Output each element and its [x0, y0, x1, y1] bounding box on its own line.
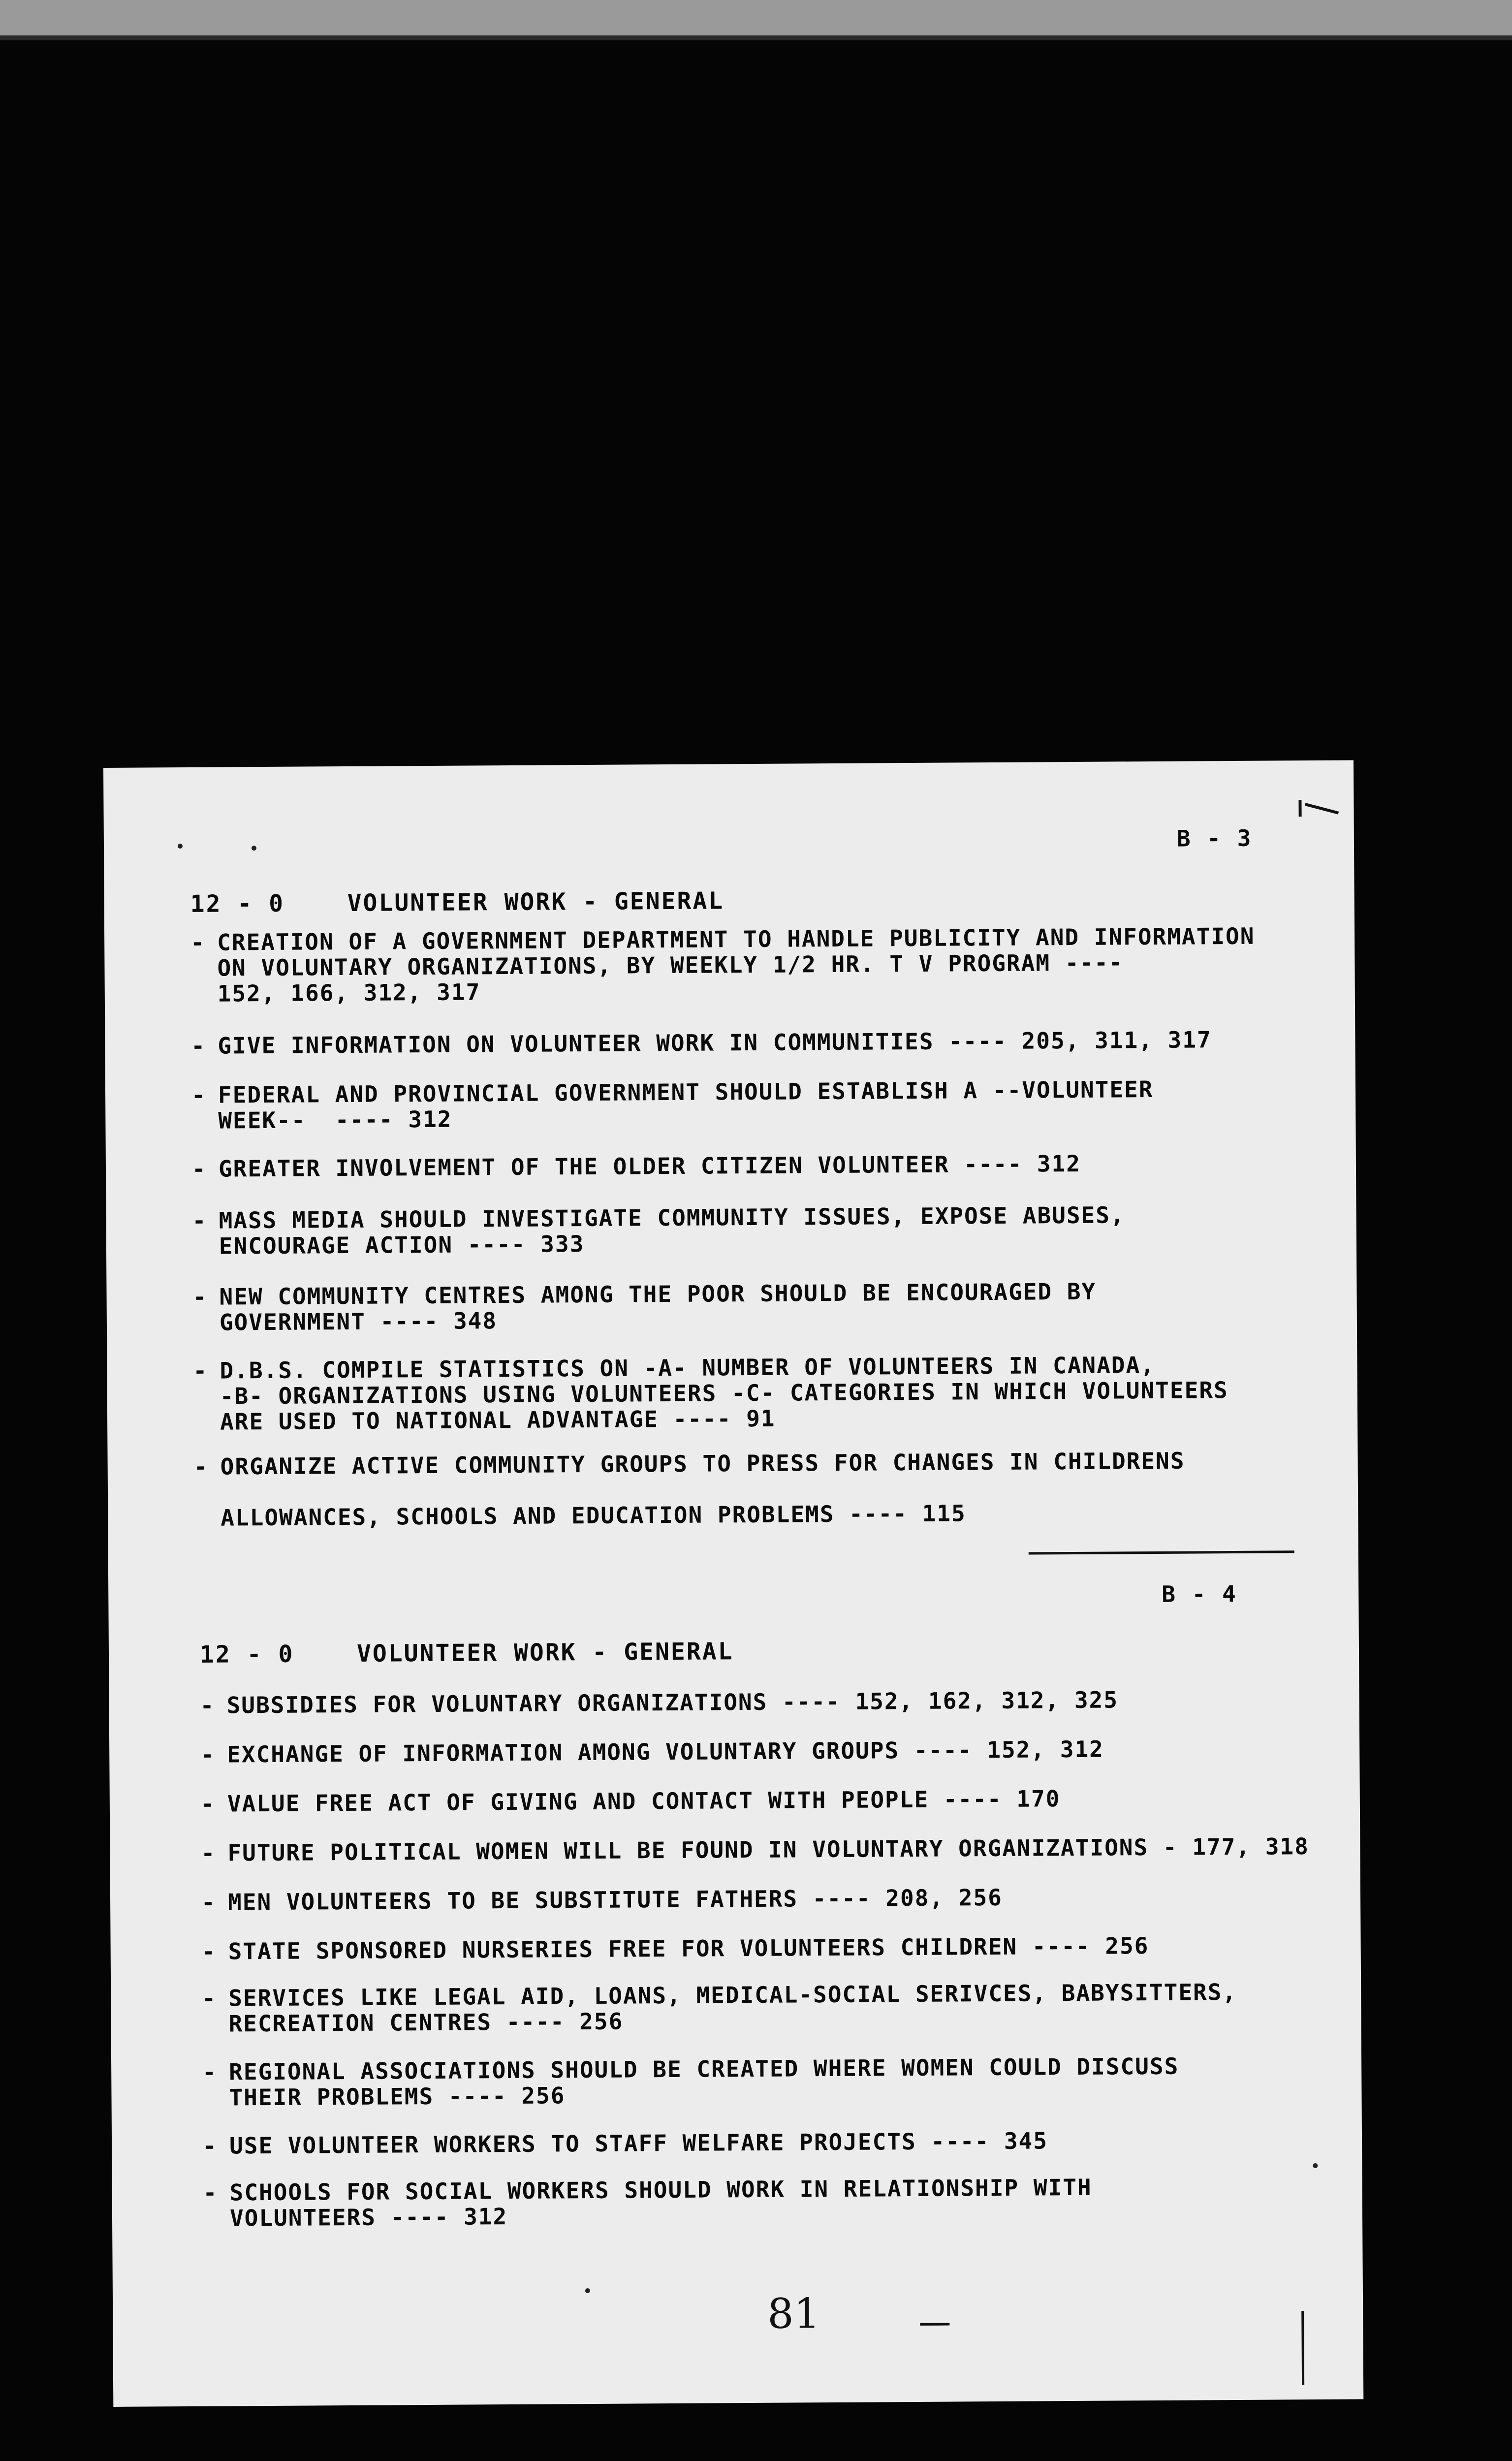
section-heading-b4: 12 - 0 VOLUNTEER WORK - GENERAL: [199, 1638, 734, 1669]
entry-text: FEDERAL AND PROVINCIAL GOVERNMENT SHOULD ESTABLISH A --VOLUNTEER WEEK-- ---- 312: [218, 1075, 1154, 1134]
index-entry: [193, 1351, 1342, 1435]
film-top-shadow: [0, 35, 1512, 40]
index-entry: [200, 1735, 1349, 1767]
entry-bullet: -: [202, 1985, 217, 2012]
entry-text: USE VOLUNTEER WORKERS TO STAFF WELFARE PROJECTS ---- 345: [229, 2127, 1048, 2159]
index-entry: [201, 1883, 1350, 1915]
separator-rule: [1029, 1550, 1294, 1554]
entry-text: GREATER INVOLVEMENT OF THE OLDER CITIZEN VOLUNTEER ---- 312: [218, 1150, 1081, 1182]
entry-text: SCHOOLS FOR SOCIAL WORKERS SHOULD WORK IN RELATIONSHIP WITH VOLUNTEERS ---- 312: [229, 2174, 1092, 2232]
index-entry: [192, 1201, 1341, 1259]
entry-bullet: -: [201, 1839, 216, 1866]
entry-bullet: -: [202, 2058, 218, 2085]
entry-text: CREATION OF A GOVERNMENT DEPARTMENT TO HANDLE PUBLICITY AND INFORMATION ON VOLUNTARY ORGANIZATIONS, BY WEEKLY 1/2 HR. T V PROGRAM ---- 152, 166, 312, 317: [217, 922, 1255, 1007]
entry-bullet: -: [190, 929, 206, 956]
entry-text: MASS MEDIA SHOULD INVESTIGATE COMMUNITY ISSUES, EXPOSE ABUSES, ENCOURAGE ACTION ---- 333: [219, 1201, 1125, 1260]
index-entry: [200, 1686, 1349, 1718]
page-label-b3: B - 3: [1176, 824, 1253, 852]
entry-bullet: -: [202, 2132, 218, 2159]
index-entry: [201, 1833, 1350, 1866]
index-entry: [190, 923, 1340, 1007]
entry-text: STATE SPONSORED NURSERIES FREE FOR VOLUNTEERS CHILDREN ---- 256: [228, 1932, 1149, 1965]
entry-text: D.B.S. COMPILE STATISTICS ON -A- NUMBER OF VOLUNTEERS IN CANADA, -B- ORGANIZATIONS USING VOLUNTEERS -C- CATEGORIES IN WHICH VOLUNTEERS ARE USED TO NATIONAL ADVANTAGE ---- 91: [220, 1351, 1228, 1435]
entry-text: SERVICES LIKE LEGAL AID, LOANS, MEDICAL-SOCIAL SERIVCES, BABYSITTERS, RECREATION CENTRES ---- 256: [228, 1978, 1237, 2037]
speck: [178, 844, 183, 849]
index-entry: [203, 2173, 1353, 2231]
film-top-edge: [0, 0, 1512, 35]
entry-bullet: -: [200, 1790, 216, 1817]
entry-text: SUBSIDIES FOR VOLUNTARY ORGANIZATIONS ---- 152, 162, 312, 325: [226, 1686, 1119, 1719]
index-entry: [192, 1277, 1342, 1335]
handwritten-page-number: 81: [767, 2289, 820, 2338]
entry-bullet: -: [191, 1032, 206, 1059]
entry-bullet: -: [201, 1938, 217, 1965]
entry-bullet: -: [203, 2179, 218, 2206]
section-heading-b3: 12 - 0 VOLUNTEER WORK - GENERAL: [190, 887, 724, 918]
index-entry: [202, 2052, 1352, 2111]
entry-bullet: -: [200, 1692, 215, 1719]
entry-bullet: -: [191, 1081, 206, 1108]
speck: [1313, 2163, 1318, 2168]
pencil-dash: [920, 2323, 949, 2326]
index-entry: [191, 1075, 1341, 1134]
speck: [252, 846, 256, 851]
entry-text: REGIONAL ASSOCIATIONS SHOULD BE CREATED WHERE WOMEN COULD DISCUSS THEIR PROBLEMS ---- 256: [229, 2052, 1179, 2111]
index-entry: [191, 1026, 1340, 1059]
entry-bullet: -: [193, 1453, 209, 1480]
page-label-b4: B - 4: [1162, 1580, 1237, 1608]
corner-mark: [1298, 800, 1301, 817]
entry-bullet: -: [200, 1741, 216, 1768]
index-entry: [201, 1784, 1350, 1817]
entry-text: FUTURE POLITICAL WOMEN WILL BE FOUND IN VOLUNTARY ORGANIZATIONS - 177, 318: [227, 1833, 1309, 1866]
entry-text: EXCHANGE OF INFORMATION AMONG VOLUNTARY GROUPS ---- 152, 312: [227, 1735, 1104, 1768]
entry-bullet: -: [201, 1889, 216, 1916]
edge-mark: [1301, 2311, 1304, 2385]
entry-text: VALUE FREE ACT OF GIVING AND CONTACT WITH PEOPLE ---- 170: [227, 1785, 1061, 1817]
entry-text: ORGANIZE ACTIVE COMMUNITY GROUPS TO PRESS FOR CHANGES IN CHILDRENS ALLOWANCES, SCHOOLS AND EDUCATION PROBLEMS ---- 115: [220, 1447, 1185, 1531]
index-entry: [202, 1932, 1351, 1964]
index-entry: [194, 1447, 1343, 1531]
entry-bullet: -: [191, 1155, 207, 1182]
speck: [585, 2288, 590, 2293]
entry-bullet: -: [192, 1283, 208, 1310]
index-card: [103, 760, 1363, 2406]
entry-text: MEN VOLUNTEERS TO BE SUBSTITUTE FATHERS ---- 208, 256: [227, 1884, 1003, 1916]
index-entry: [203, 2126, 1352, 2159]
corner-mark: [1305, 803, 1339, 815]
entry-text: NEW COMMUNITY CENTRES AMONG THE POOR SHOULD BE ENCOURAGED BY GOVERNMENT ---- 348: [219, 1278, 1097, 1336]
entry-bullet: -: [193, 1357, 208, 1384]
entry-bullet: -: [192, 1207, 207, 1234]
index-entry: [192, 1149, 1341, 1182]
index-entry: [202, 1979, 1351, 2037]
entry-text: GIVE INFORMATION ON VOLUNTEER WORK IN COMMUNITIES ---- 205, 311, 317: [218, 1026, 1212, 1059]
